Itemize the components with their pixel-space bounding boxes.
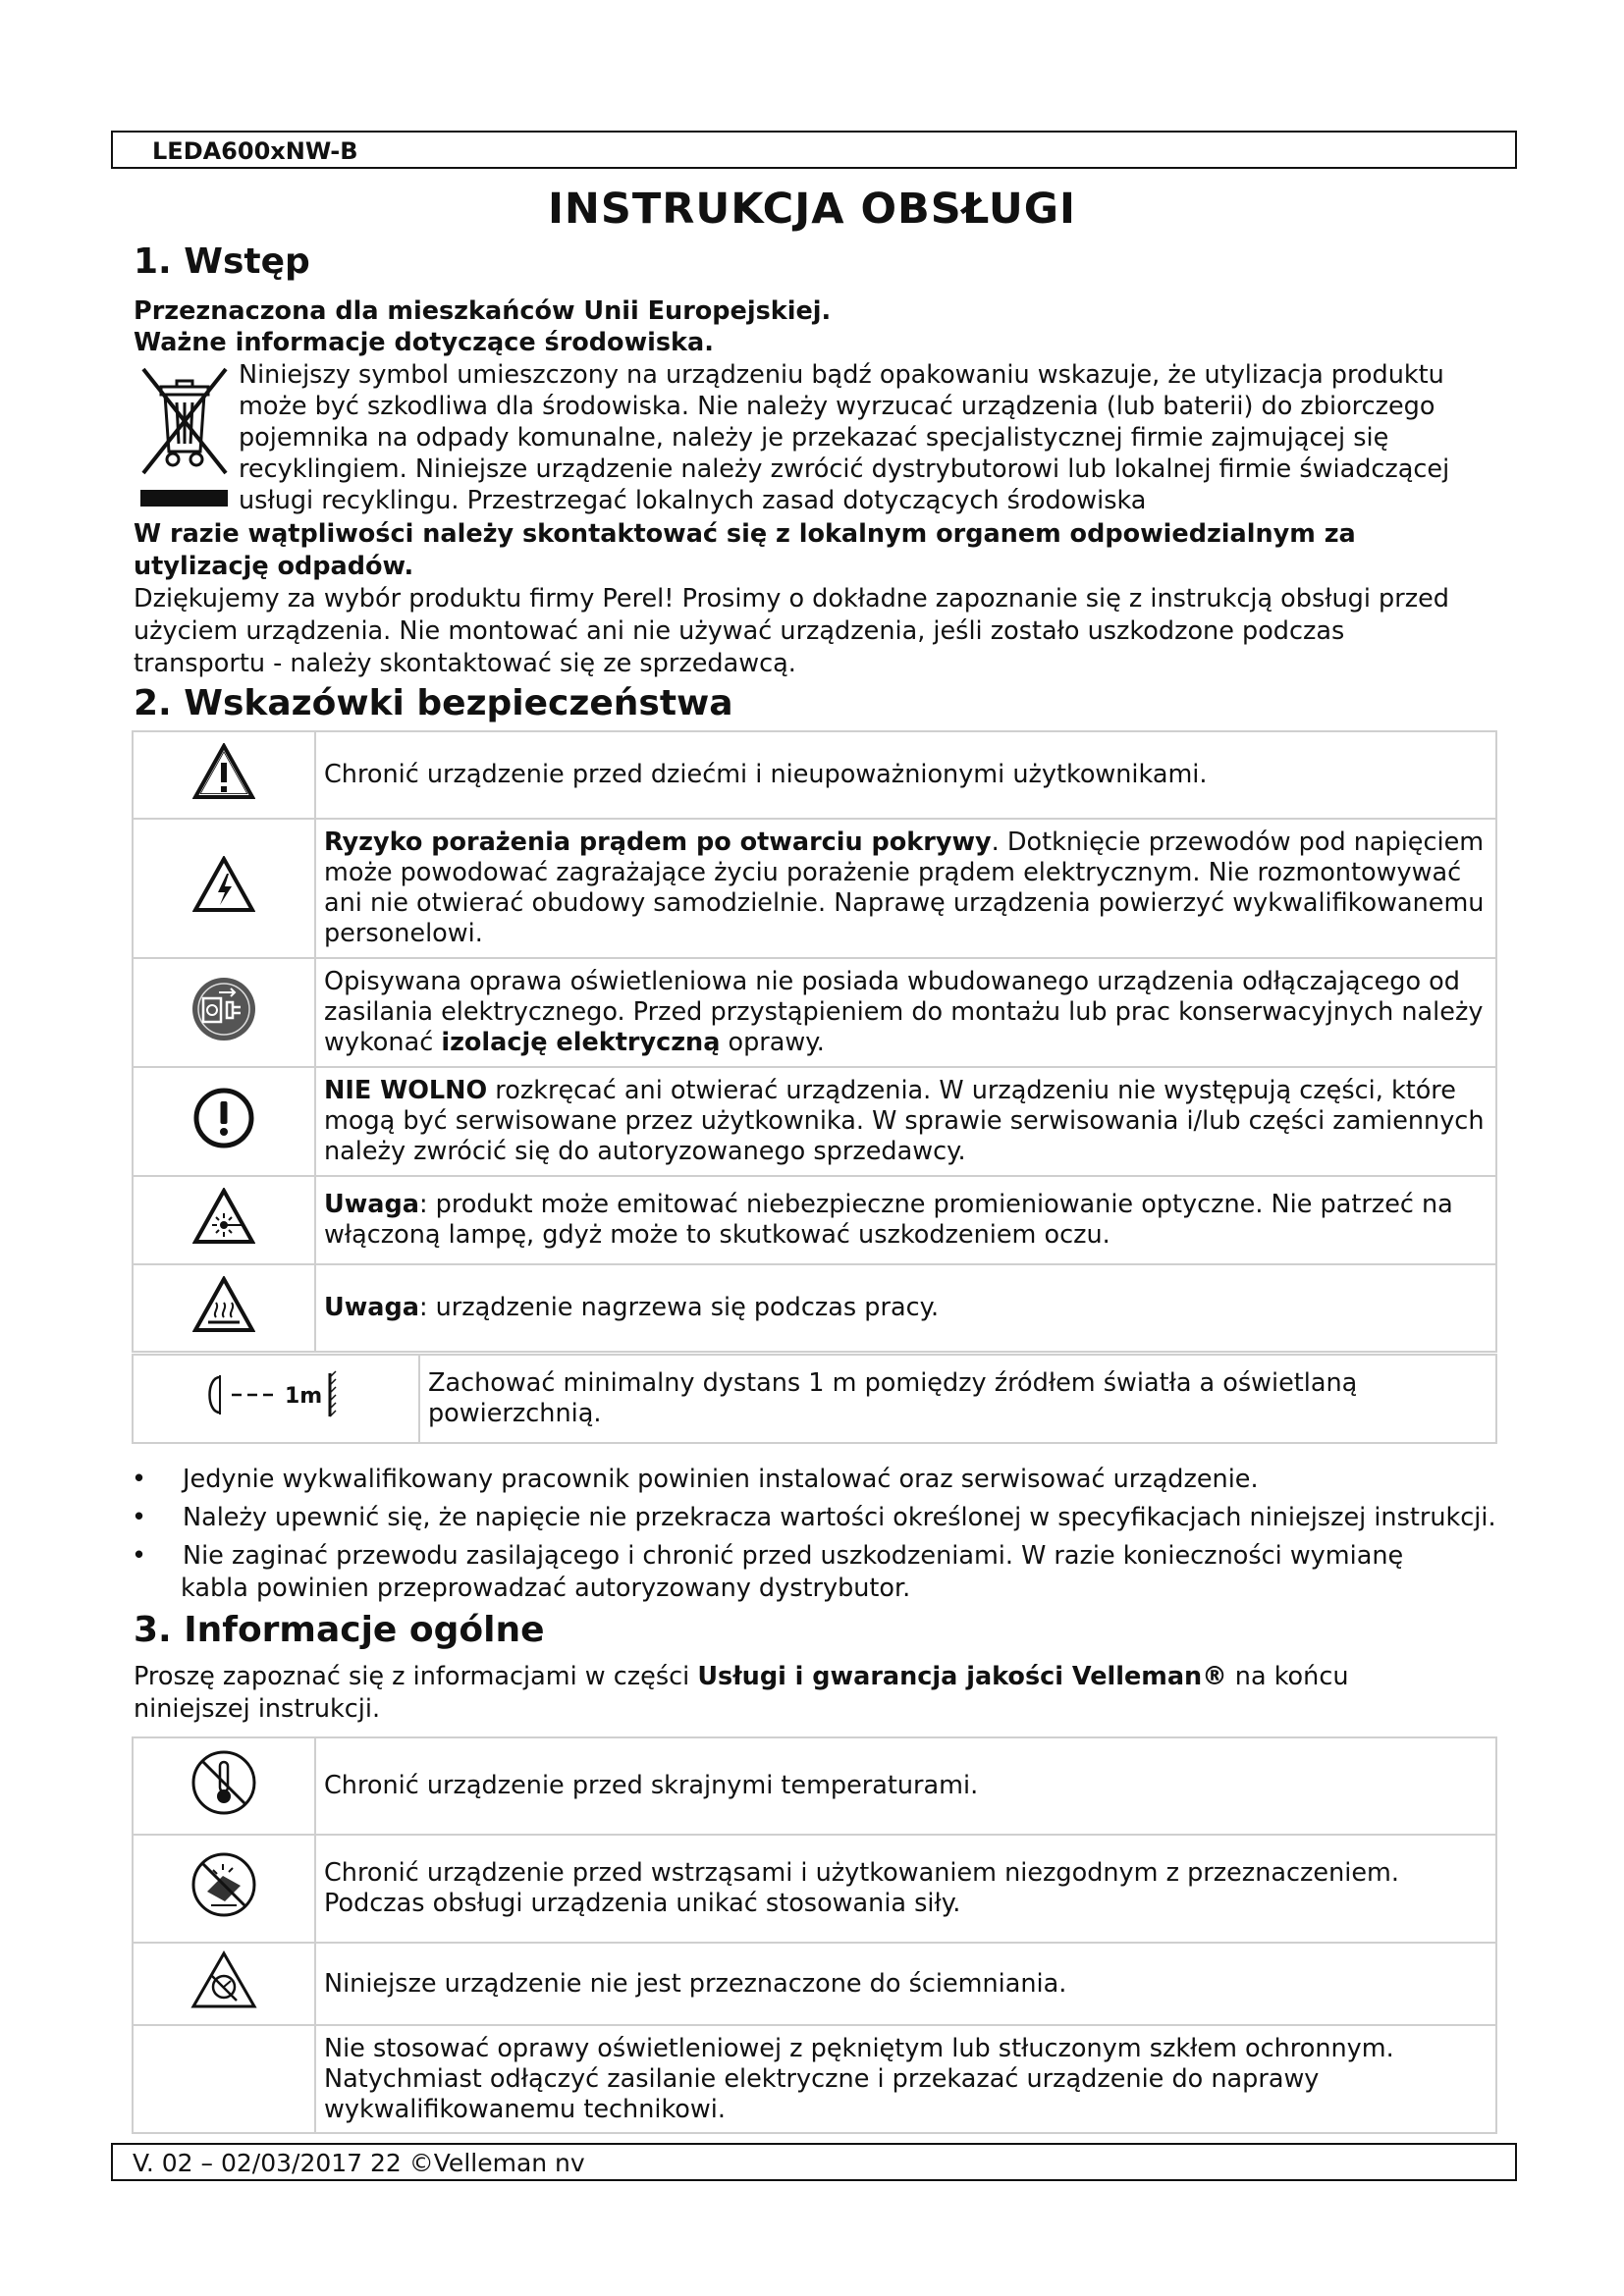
weee-line-3: pojemnika na odpady komunalne, należy je przekazać specjalistycznej firmie zajmującej się bbox=[239, 423, 1389, 453]
document-title: INSTRUKCJA OBSŁUGI bbox=[547, 185, 1077, 234]
optical-radiation-icon bbox=[192, 1188, 255, 1245]
info-text: Chronić urządzenie przed wstrząsami i użytkowaniem niezgodnym z przeznaczeniem. Podczas obsługi urządzenia unikać stosowania siły. bbox=[324, 1858, 1399, 1918]
footer-version: V. 02 – 02/03/2017 22 ©Velleman nv bbox=[133, 2149, 585, 2177]
general-info-table bbox=[132, 1736, 1497, 2134]
info-text-cell bbox=[315, 1737, 1496, 1835]
weee-black-bar bbox=[140, 490, 228, 507]
bullet-text: kabla powinien przeprowadzać autoryzowany dystrybutor. bbox=[181, 1574, 911, 1603]
safety-row bbox=[133, 1067, 1496, 1176]
doubt-line-2: utylizację odpadów. bbox=[134, 552, 414, 581]
distance-icon-cell bbox=[133, 1355, 419, 1443]
no-dimming-icon bbox=[189, 1949, 258, 2010]
intro-pre: Proszę zapoznać się z informacjami w części bbox=[134, 1662, 698, 1691]
section-3-heading: 3. Informacje ogólne bbox=[134, 1610, 545, 1650]
safety-text-cell bbox=[315, 1176, 1496, 1264]
shock-warning-bold: Ryzyko porażenia prądem po otwarciu pokrywy bbox=[324, 828, 992, 857]
weee-line-4: recyklingiem. Niniejsze urządzenie należy zwrócić dystrybutorowi lub lokalnej firmie świadczącej bbox=[239, 454, 1450, 484]
distance-row bbox=[133, 1355, 1496, 1443]
bullet-text: Jedynie wykwalifikowany pracownik powinien instalować oraz serwisować urządzenie. bbox=[183, 1465, 1259, 1494]
safety-icon-cell bbox=[133, 1067, 315, 1176]
safety-text: : produkt może emitować niebezpieczne promieniowanie optyczne. Nie patrzeć na włączoną lampę, gdyż może to skutkować uszkodzeniem oczu. bbox=[324, 1190, 1453, 1250]
bullet-dot: • bbox=[132, 1541, 147, 1571]
environment-info-line: Ważne informacje dotyczące środowiska. bbox=[134, 328, 714, 357]
exclamation-circle-icon bbox=[192, 1087, 255, 1149]
info-icon-cell bbox=[133, 1835, 315, 1943]
info-text-cell bbox=[315, 2025, 1496, 2133]
warning-triangle-icon bbox=[192, 743, 255, 800]
info-text: Nie stosować oprawy oświetleniowej z pękniętym lub stłuczonym szkłem ochronnym. Natychmiast odłączyć zasilanie elektryczne i przekazać urządzenie do naprawy wykwalifikowanemu technikowi. bbox=[324, 2033, 1394, 2124]
safety-icon-cell bbox=[133, 1264, 315, 1352]
safety-text: rozkręcać ani otwierać urządzenia. W urządzeniu nie występują części, które mogą być serwisowane przez użytkownika. W sprawie serwisowania i/lub części zamiennych należy zwrócić się do autoryzowanego sprzedawcy. bbox=[324, 1076, 1485, 1166]
info-icon-cell bbox=[133, 1943, 315, 2025]
caution-bold: Uwaga bbox=[324, 1190, 419, 1219]
info-row bbox=[133, 1737, 1496, 1835]
safety-row bbox=[133, 958, 1496, 1067]
safety-row bbox=[133, 1176, 1496, 1264]
general-info-line-1 bbox=[134, 1661, 1349, 1693]
safety-text-cell bbox=[315, 819, 1496, 958]
safety-icon-cell bbox=[133, 731, 315, 819]
electric-shock-icon bbox=[192, 856, 255, 913]
weee-line-1: Niniejszy symbol umieszczony na urządzeniu bądź opakowaniu wskazuje, że utylizacja produktu bbox=[239, 360, 1444, 390]
min-distance-icon bbox=[192, 1367, 359, 1422]
intro-post: na końcu bbox=[1226, 1662, 1349, 1691]
safety-row bbox=[133, 819, 1496, 958]
info-text-cell bbox=[315, 1943, 1496, 2025]
safety-text: oprawy. bbox=[720, 1028, 825, 1057]
bullet-dot: • bbox=[132, 1503, 147, 1532]
general-info-line-2: niniejszej instrukcji. bbox=[134, 1694, 381, 1724]
safety-text-cell bbox=[315, 1067, 1496, 1176]
page-header bbox=[111, 131, 1517, 169]
crossed-bin-icon bbox=[137, 361, 232, 479]
safety-row bbox=[133, 731, 1496, 819]
info-text: Niniejsze urządzenie nie jest przeznaczone do ściemniania. bbox=[324, 1968, 1067, 1999]
safety-text: Chronić urządzenie przed dziećmi i nieupoważnionymi użytkownikami. bbox=[324, 760, 1208, 789]
safety-text-cell bbox=[315, 958, 1496, 1067]
distance-table bbox=[132, 1354, 1497, 1444]
no-shock-icon bbox=[189, 1850, 258, 1919]
info-row bbox=[133, 1943, 1496, 2025]
doubt-line-1: W razie wątpliwości należy skontaktować się z lokalnym organem odpowiedzialnym za bbox=[134, 519, 1356, 549]
info-text-cell bbox=[315, 1835, 1496, 1943]
info-icon-cell bbox=[133, 2025, 315, 2133]
distance-text: Zachować minimalny dystans 1 m pomiędzy źródłem światła a oświetlaną powierzchnią. bbox=[428, 1368, 1358, 1428]
weee-line-5: usługi recyklingu. Przestrzegać lokalnych zasad dotyczących środowiska bbox=[239, 486, 1147, 515]
info-icon-cell bbox=[133, 1737, 315, 1835]
distance-label: 1m bbox=[285, 1384, 323, 1409]
safety-row bbox=[133, 1264, 1496, 1352]
safety-text: : urządzenie nagrzewa się podczas pracy. bbox=[418, 1293, 940, 1322]
warranty-reference: Usługi i gwarancja jakości Velleman® bbox=[697, 1662, 1227, 1691]
safety-text-cell bbox=[315, 1264, 1496, 1352]
no-extreme-temperature-icon bbox=[189, 1748, 258, 1817]
thanks-line-1: Dziękujemy za wybór produktu firmy Perel! Prosimy o dokładne zapoznanie się z instrukcją obsługi przed bbox=[134, 584, 1449, 614]
page-footer bbox=[111, 2143, 1517, 2181]
bullet-dot: • bbox=[132, 1465, 147, 1494]
info-row bbox=[133, 2025, 1496, 2133]
weee-line-2: może być szkodliwa dla środowiska. Nie należy wyrzucać urządzenia (lub baterii) do zbiorczego bbox=[239, 392, 1435, 421]
model-number: LEDA600xNW-B bbox=[152, 137, 358, 165]
isolation-bold: izolację elektryczną bbox=[441, 1028, 721, 1057]
section-1-heading: 1. Wstęp bbox=[134, 241, 310, 282]
disconnect-power-icon bbox=[189, 975, 258, 1043]
safety-icon-cell bbox=[133, 819, 315, 958]
caution-bold: Uwaga bbox=[324, 1293, 419, 1322]
safety-icon-cell bbox=[133, 958, 315, 1067]
distance-text-cell bbox=[419, 1355, 1496, 1443]
do-not-bold: NIE WOLNO bbox=[324, 1076, 488, 1105]
section-2-heading: 2. Wskazówki bezpieczeństwa bbox=[134, 683, 733, 723]
thanks-line-3: transportu - należy skontaktować się ze sprzedawcą. bbox=[134, 649, 796, 678]
safety-text-pre: Opisywana oprawa oświetleniowa nie posiada wbudowanego urządzenia odłączającego od zasilania elektrycznego. Przed przystąpieniem do montażu lub prac konserwacyjnych należy wykonać bbox=[324, 967, 1484, 1057]
safety-text: . Dotknięcie przewodów pod napięciem może powodować zagrażające życiu porażenie prądem elektrycznym. Nie rozmontowywać ani nie otwierać obudowy samodzielnie. Naprawę urządzenia powierzyć wykwalifikowanemu personelowi. bbox=[324, 828, 1485, 948]
safety-text-cell bbox=[315, 731, 1496, 819]
info-text: Chronić urządzenie przed skrajnymi temperaturami. bbox=[324, 1771, 979, 1800]
info-row bbox=[133, 1835, 1496, 1943]
eu-residents-line: Przeznaczona dla mieszkańców Unii Europejskiej. bbox=[134, 296, 832, 326]
safety-icon-cell bbox=[133, 1176, 315, 1264]
thanks-line-2: użyciem urządzenia. Nie montować ani nie używać urządzenia, jeśli zostało uszkodzone podczas bbox=[134, 616, 1345, 646]
bullet-text: Nie zaginać przewodu zasilającego i chronić przed uszkodzeniami. W razie konieczności wymianę bbox=[183, 1541, 1404, 1571]
safety-table bbox=[132, 730, 1497, 1353]
hot-surface-icon bbox=[192, 1276, 255, 1333]
bullet-text: Należy upewnić się, że napięcie nie przekracza wartości określonej w specyfikacjach niniejszej instrukcji. bbox=[183, 1503, 1496, 1532]
